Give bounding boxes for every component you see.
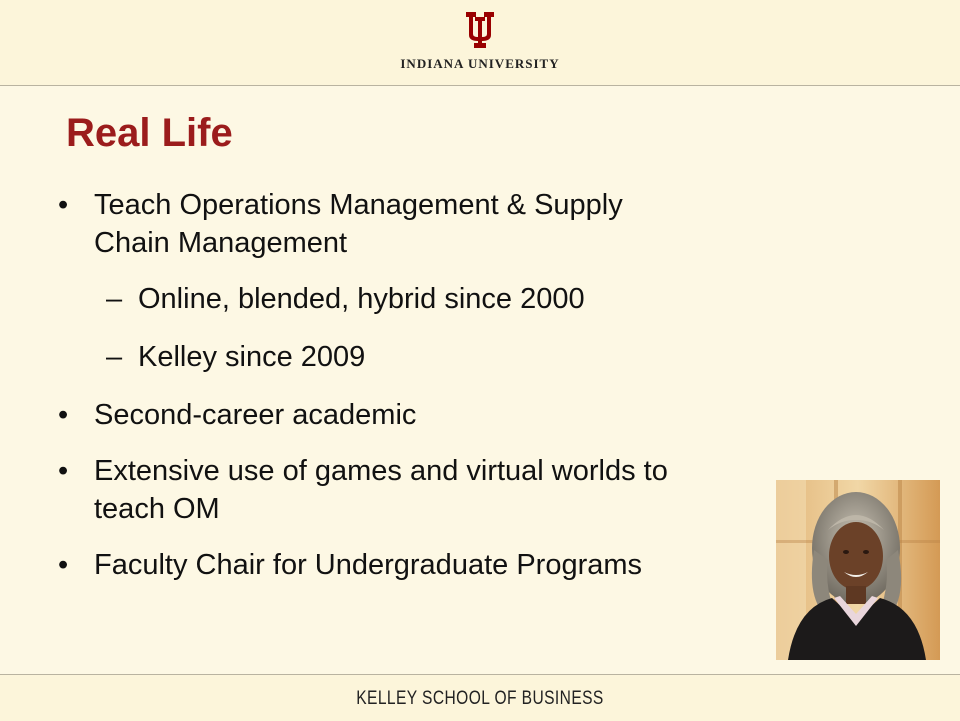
sub-bullet-marker: – (106, 283, 123, 315)
sub-bullet-item (58, 280, 698, 318)
sub-bullet-text: Online, blended, hybrid since 2000 (138, 283, 585, 315)
footer-banner (0, 674, 960, 721)
bullet-text: Faculty Chair for Undergraduate Programs (94, 549, 643, 581)
slide-title: Real Life (66, 111, 233, 155)
bullet-item (58, 396, 698, 434)
bullet-list (58, 186, 698, 602)
sub-bullet-marker: – (106, 341, 123, 373)
bullet-marker: • (58, 549, 69, 581)
bullet-text: Teach Operations Management & Supply Chain Management (94, 189, 623, 259)
bullet-marker: • (58, 399, 69, 431)
header-banner (0, 0, 960, 86)
bullet-text: Extensive use of games and virtual worlds to teach OM (94, 455, 668, 525)
bullet-item (58, 452, 694, 528)
bullet-marker: • (58, 189, 69, 221)
presenter-photo (776, 480, 940, 660)
bullet-text: Second-career academic (94, 399, 417, 431)
school-name: KELLEY SCHOOL OF BUSINESS (356, 688, 604, 709)
sub-bullet-text: Kelley since 2009 (138, 341, 366, 373)
bullet-marker: • (58, 455, 69, 487)
iu-trident-icon (466, 12, 494, 48)
sub-bullet-item (58, 338, 698, 376)
university-name: INDIANA UNIVERSITY (400, 56, 560, 71)
bullet-item (58, 186, 698, 262)
bullet-item (58, 546, 664, 584)
